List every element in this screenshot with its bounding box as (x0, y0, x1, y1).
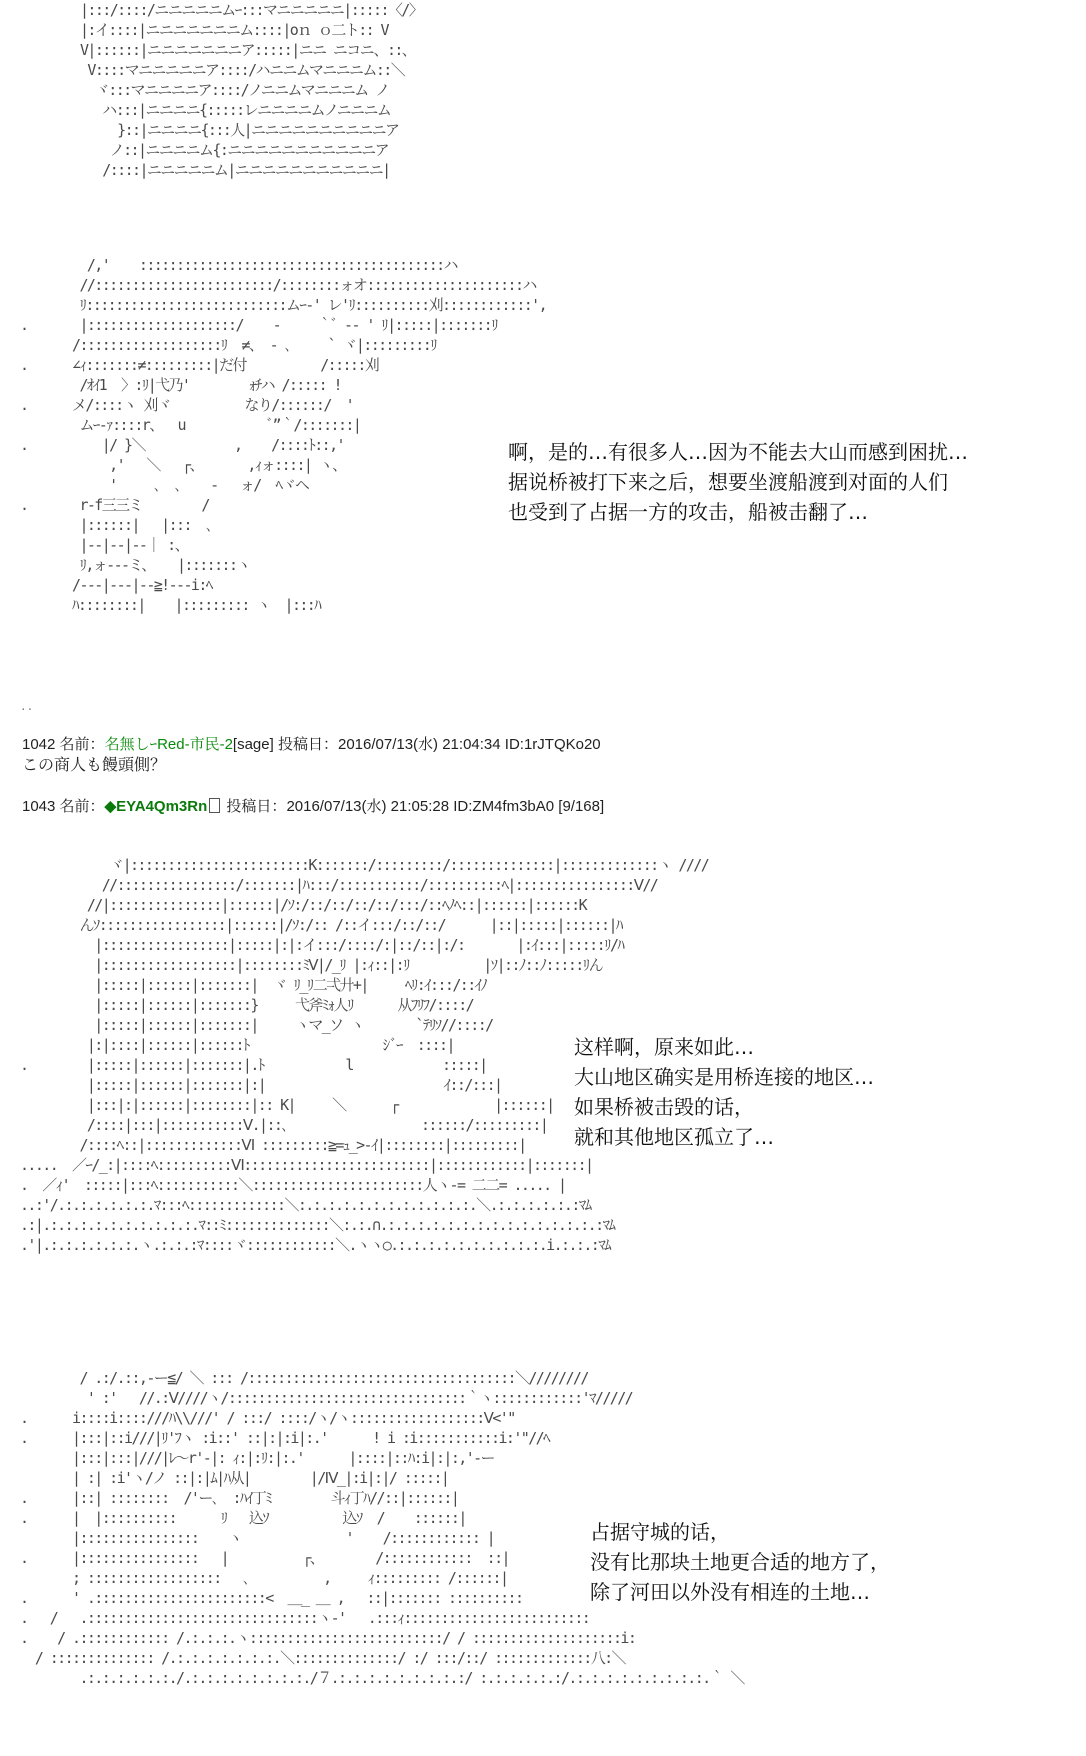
name-label: 名前： (59, 798, 105, 815)
dialog-panel-3 (574, 1032, 874, 1152)
dialog-line: 据说桥被打下来之后，想要坐渡船渡到对面的人们 (508, 470, 948, 494)
dialog-line: 也受到了占据一方的攻击，船被击翻了… (508, 500, 868, 524)
checkbox-icon (209, 798, 220, 813)
post-date: 2016/07/13(水) 21:05:28 (286, 798, 450, 815)
dialog-panel-4 (590, 1517, 890, 1607)
date-label: 投稿日： (277, 736, 338, 753)
poster-id: ID:ZM4fm3bA0 (453, 798, 555, 815)
dialog-line: 大山地区确实是用桥连接的地区… (574, 1065, 874, 1089)
separator-dots: .. (20, 700, 34, 713)
date-label: 投稿日： (226, 798, 287, 815)
ascii-art-panel-2: /,' :::::::::::::::::::::::::::::::::::::::::ハ //::::::::::::::::::::::::/::::::::ォオ:::::::::::::::::::::ハ ﾘ:::::::::::::::::::::::::::ムｰ‐' レ'ﾘ::::::::::刈::::::::::::', . |::::::::::::::::::::/ ‐ ｀゛-‐ ' ﾘ|:::::|:::::::ﾘ /:::::::::::::::::::ﾘ ≠、 ‐ ､ ` ヾ|:::::::::ﾘ . ∠ｨ:::::::≠:::::::::|だ付 /:::::刈 /ｵｲ1 〉:ﾘ|弋乃' ｫﾁハ /::::: ! . メ/::::ヽ 刈ヾ なり/::::::/ ' ムｰ‐ｧ::::r、 u ﾞ”｀/:::::::| . |/ }＼ , /::::ﾄ::,' ,' ＼ ┌、 ,ｨォ::::| ヽ、 ' ､ ､ - ォ/ ﾍヾヘ . r‐f三三ミ / |::::::| |::: ､ |‐‐|‐‐|‐‐｜ :、 ﾘ,ォ‐‐‐ミ、 |:::::::ヽ /‐‐‐|‐‐‐|‐‐≧!‐‐‐i:ﾍ ﾊ::::::::| |::::::::: ヽ |:::ﾊ (20, 256, 547, 614)
post-header-1042 (22, 735, 601, 755)
poster-id: ID:1rJTQKo20 (504, 736, 601, 753)
ascii-art-panel-3: ヾ|::::::::::::::::::::::::K:::::::/:::::::::/::::::::::::::|:::::::::::::ヽ //// //::::::::::::::::/:::::::|ﾊ:::/:::::::::::/::::::::::ﾍ|::::::::::::::::Ⅴ// //|:::::::::::::::|::::::|/ｿ:/::/::/::/::/:::/::ﾍﾉﾍ::|::::::|::::::K んｿ:::::::::::::::::|::::::|/ｿ:/:: /::イ:::/::/::/ |::|:::::|::::::|ﾊ |:::::::::::::::::|:::::|:|:イ:::/::::/:|::/::|:/: |:ｲ:::|:::::ﾘ/ﾊ |::::::::::::::::::|::::::::ﾐⅤ|/_ﾘ |:ｨ::|:ﾘ |ｿ|::ﾉ::ﾉ:::::ﾘん |:::::|::::::|:::::::| ヾ ﾘ_ﾘ二弌廾+| ﾍﾘ:ｲ:::/::ｲﾉ |:::::|::::::|:::::::} 弋斧ﾐｫ人ﾘ 从ﾌﾘﾌ/::::/ |:::::|::::::|:::::::| ヽマ_ソ ヽ `ﾃﾘｿ//::::/ |:|::::|::::::|::::::ﾄ ｼﾞｰ ::::| . |:::::|::::::|:::::::|.ﾄ l :::::| |:::::|::::::|:::::::|:| ｲ::/:::| |:::|:|::::::|::::::::|:: K| ＼ ┌ |::::::| /::::|:::|:::::::::::Ⅴ.|::､ ::::::/:::::::::| /::::ﾍ::|:::::::::::::Ⅵ :::::::::≧=ｭ_>‐ｲ|::::::::|:::::::::| ..... ／ｰ/_:|::::ﾍ::::::::::Ⅵ:::::::::::::::::::::::::|::::::::::::|:::::::| . ／ｨ' :::::|:::ﾍ:::::::::::＼:::::::::::::::::::::::人ヽ-= 二二= ..... | ..:'/.:.:.:.:.:.:.ﾏ:::ﾍ:::::::::::::＼:.:.:.:.:.:.:.:.:.:.:.:.＼.:.:.:.:.:.:ﾏﾑ .:|.:.:.:.:.:.:.:.:.:.:.ﾏ::ﾐ::::::::::::::＼:.:.∩.:.:.:.:.:.:.:.:.:.:.:.:.:.:.:ﾏﾑ .'|.:.:.:.:.:.:.ヽ.:.:.:ﾏ::::ヾ::::::::::::＼.ヽヽ○.:.:.:.:.:.:.:.:.:.:.i.:.:.:ﾏﾑ (20, 856, 709, 1254)
name-label: 名前： (59, 736, 105, 753)
poster-name[interactable]: 名無しｰRed-市民-2 (104, 736, 233, 753)
ascii-art-panel-4: / .:/.::,‐ー≦/ ＼ ::: /::::::::::::::::::::::::::::::::::::＼//////// ' :' //.:Ⅴ////ヽ/::::::::::::::::::::::::::::::::｀ヽ::::::::::::'ﾏ///// . i::::i::::///ﾊ\\///' / :::/ ::::/ヽ/ヽ::::::::::::::::::Ⅴ<'" . |:::|::i///|ﾘ'ﾌヽ :i::' ::|:|:i|:.' ! i :i:::::::::::i:'"//ﾍ |:::|:::|///|ﾚ〜r'‐|: ｨ:|:ﾘ:|:.' |::::|::ﾊ:i|:|:,'‐ー | :| :i'ヽ/ノ ::|:|ﾑ|ﾊ从| |/Ⅳ_|:i|:|/ :::::| . |::| :::::::: /'ー､ :ﾊｲ丁ﾐ 斗ｨ丁ﾊ//::|::::::| . | |:::::::::: ﾘ 込ｿ 込ｿ / ::::::| |:::::::::::::::: ヽ ' /:::::::::::: | . |:::::::::::::::: | ┌、 /:::::::::::: ::| ; :::::::::::::::::: ､ , ｨ::::::::: /::::::| . ' .:::::::::::::::::::::::< ＿_ ＿ , ::|::::::: :::::::::: . / .:::::::::::::::::::::::::::::::ヽ‐' .:::ｨ::::::::::::::::::::::::: . / .:::::::::::: /.:.:.:.ヽ::::::::::::::::::::::::::/ / ::::::::::::::::::::i: / :::::::::::::: /.:.:.:.:.:.:.:.＼::::::::::::::/ :/ :::/::/ :::::::::::::八:＼ .:.:.:.:.:.:./.:.:.:.:.:.:.:.:./７.:.:.:.:.:.:.:.:.:/ :.:.:.:.:.:/.:.:.:.:.:.:.:.:.:.｀ ＼ (20, 1369, 744, 1687)
post-number: 1042 (22, 736, 56, 753)
dialog-line: 没有比那块土地更合适的地方了， (590, 1550, 890, 1574)
dialog-line: 占据守城的话， (590, 1520, 730, 1544)
post-body-1042: この商人も饅頭側？ (22, 755, 167, 774)
dialog-line: 就和其他地区孤立了… (574, 1125, 774, 1149)
poster-trip[interactable]: ◆EYA4Qm3Rn (104, 798, 208, 815)
mail-field: [sage] (232, 736, 274, 753)
post-header-1043 (22, 797, 604, 817)
dialog-panel-2 (508, 437, 968, 527)
ascii-art-panel-1: |:::/::::/ニニニニニムｰ:::マニニニニニ|:::::〈/〉 |:イ::::|ニニニニニニニム::::|oｎ ｏ二ト:: V V|::::::|ニニニニニニニア:::::|ニニ ニコニ、::、 V::::マニニニニニア::::/ハニニムマニニニム::＼ ヾ:::マニニニニア::::/ノニニムマニニニム ノ ハ:::|ニニニニ{:::::レニニニニムノニニニム }::|ニニニニ{:::人|ニニニニニニニニニニア ノ::|ニニニニム{:ニニニニニニニニニニニア /::::|ニニニニニム|ニニニニニニニニニニニ| (80, 1, 423, 179)
dialog-line: 如果桥被击毁的话， (574, 1095, 754, 1119)
dialog-line: 这样啊，原来如此… (574, 1035, 754, 1059)
post-count: [9/168] (558, 798, 605, 815)
dialog-line: 啊，是的…有很多人…因为不能去大山而感到困扰… (508, 440, 968, 464)
post-date: 2016/07/13(水) 21:04:34 (337, 736, 501, 753)
dialog-line: 除了河田以外没有相连的土地… (590, 1580, 870, 1604)
post-number: 1043 (22, 798, 56, 815)
